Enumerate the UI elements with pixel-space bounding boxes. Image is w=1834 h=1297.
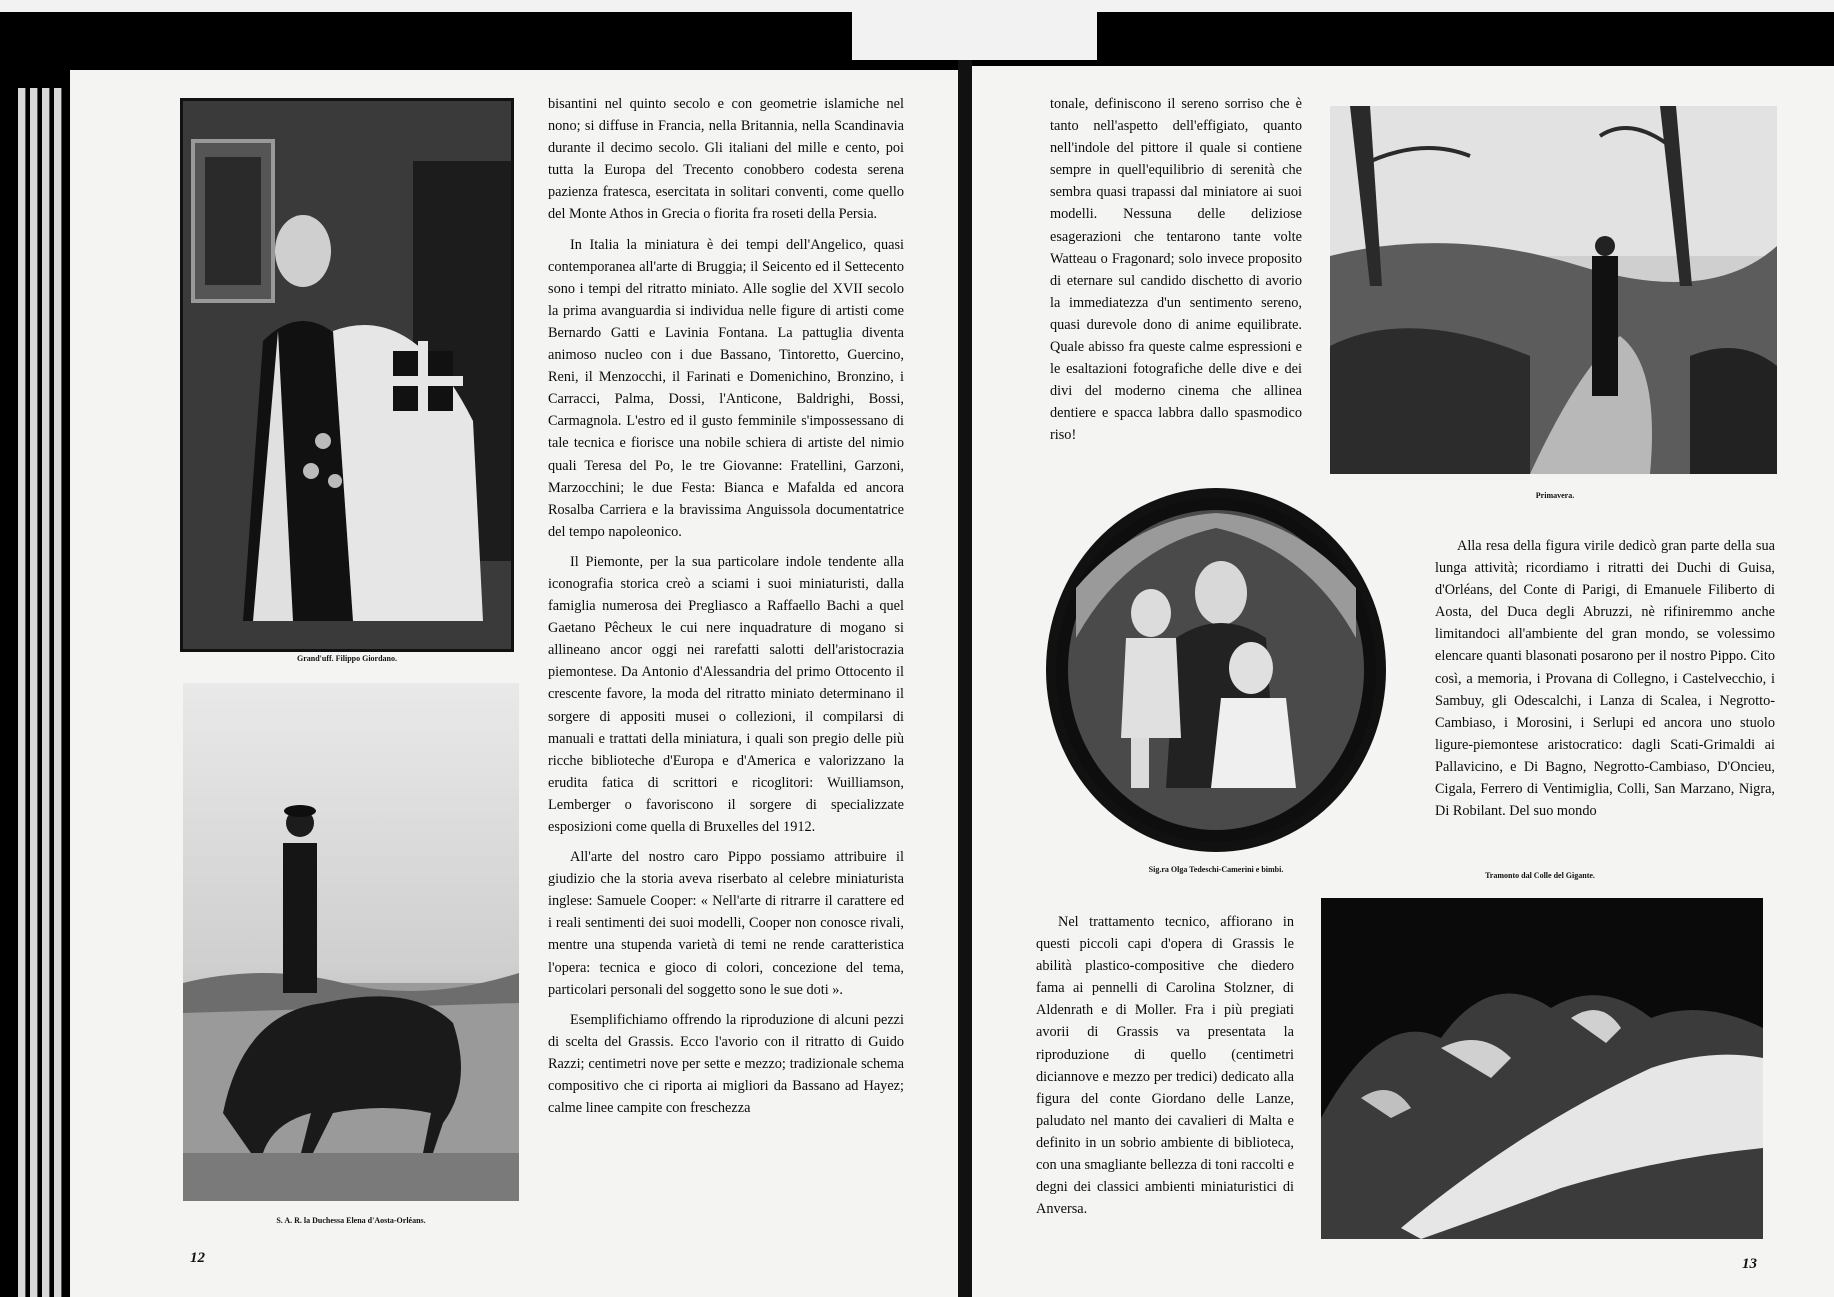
photo-duchess-horse: [183, 683, 519, 1201]
photo-tramonto: [1321, 898, 1763, 1239]
photo-giordano-portrait: [180, 98, 514, 652]
page-edge: [18, 88, 26, 1297]
caption-tramonto: Tramonto dal Colle del Gigante.: [1485, 871, 1595, 880]
page-number-left: 12: [190, 1250, 205, 1266]
caption-duchess: S. A. R. la Duchessa Elena d'Aosta-Orléans.: [276, 1216, 426, 1225]
photo-medallion-tedeschi: [1046, 488, 1386, 852]
right-mid-text-column: [1435, 535, 1775, 830]
paragraph: bisantini nel quinto secolo e con geometrie islamiche nel nono; si diffuse in Francia, nella Britannia, nella Scandinavia durante il decimo secolo. Gli italiani del mille e cento, poi tutta la Europa del Trecento conobbero codesta serena pazienza fratesca, esercitata in solitari conventi, come quello del Monte Athos in Grecia o fiorita fra roseti della Persia.: [548, 96, 904, 223]
photo-primavera: [1330, 106, 1777, 474]
paragraph: Il Piemonte, per la sua particolare indole tendente alla iconografia storica creò a sciami i suoi miniaturisti, dalla famiglia numerosa dei Pregliasco a Raffaello Bachi a quel Gaetano Pêcheux le cui nere inquadrature di mogano si allineano ancor oggi nei rarefatti salotti dell'aristocrazia piemontese. Da Antonio d'Alessandria del primo Ottocento il crescente favore, la moda del ritratto miniato determinano il sorgere di appositi musei o collezioni, il compilarsi di manuali e trattati della miniatura, i quali son pregio delle più ricche biblioteche d'Europa e d'America e valorizzano la erudita fatica di scrittori e ricoglitori: Wuilliamson, Lemberger o favoriscono il sorgere di specializzate esposizioni come quella di Bruxelles del 1912.: [548, 553, 904, 835]
caption-primavera: Primavera.: [1535, 491, 1575, 500]
caption-giordano: Grand'uff. Filippo Giordano.: [296, 654, 398, 663]
paragraph: Nel trattamento tecnico, affiorano in questi piccoli capi d'opera di Grassis le abilità plastico-compositive che diedero fama ai pennelli di Carolina Stolzner, di Aldenrath e di Moller. Fra i più pregiati avorii di Grassis va presentata la riproduzione di quello (centimetri diciannove e mezzo per tredici) dedicato alla figura del conte Giordano delle Lanze, paludato nel manto dei cavalieri di Malta e definito in un sobrio ambiente di biblioteca, con una smagliante bellezza di toni raccolti e degni dei classici ambienti miniaturistici di Anversa.: [1036, 914, 1294, 1218]
scan-tab: [852, 0, 1097, 60]
right-top-text-column: [1050, 93, 1302, 455]
book-spine: [958, 60, 972, 1297]
paragraph: Alla resa della figura virile dedicò gran parte della sua lunga attività; ricordiamo i ritratti dei Duchi di Guisa, d'Orléans, del Conte di Parigi, di Emanuele Filiberto di Aosta, del Duca degli Abruzzi, nè rifiniremmo anche limitandoci all'ambiente del gran mondo, se volessimo elencare quanti blasonati posarono per il nostro Pippo. Cito così, a memoria, i Provana di Collegno, i Castelvecchio, i Sambuy, gli Odescalchi, i Lanza di Scalea, i Negrotto-Cambiaso, i Morosini, i Serlupi ed ancora uno stuolo ligure-piemontese aristocratico: dagli Scati-Grimaldi ai Pallavicino, e Di Bagno, Negrotto-Cambiaso, D'Oncieu, Cigala, Ferrero di Ventimiglia, Colli, San Marzano, Nigra, Di Robilant. Del suo mondo: [1435, 538, 1775, 820]
page-number-right: 13: [1742, 1256, 1757, 1272]
paragraph: All'arte del nostro caro Pippo possiamo attribuire il giudizio che la storia aveva riserbato al celebre miniaturista inglese: Samuele Cooper: « Nell'arte di ritrarre il carattere ed i reali sentimenti dei suoi modelli, Cooper non conosce rivali, mentre una stupenda varietà di temi ne rende caratteristica l'opera: tecnica e gioco di colori, concezione del tema, particolari personali del soggetto sono le sue doti ».: [548, 849, 904, 998]
caption-tedeschi: Sig.ra Olga Tedeschi-Camerini e bimbi.: [1148, 865, 1284, 874]
paragraph: Esemplifichiamo offrendo la riproduzione di alcuni pezzi di scelta del Grassis. Ecco l'avorio con il ritratto di Guido Razzi; centimetri nove per sette e mezzo; tradizionale schema compositivo che ci riporta ai migliori da Bassano ad Hayez; calme linee campite con freschezza: [548, 1011, 904, 1117]
page-edge: [30, 88, 38, 1297]
paragraph: tonale, definiscono il sereno sorriso che è tanto nell'aspetto dell'effigiato, quanto nell'indole del pittore il quale si contiene sempre in quell'equilibrio di serenità che sembra quasi trapassi dal miniatore ai suoi modelli. Nessuna delle deliziose esagerazioni che tentarono tante volte Watteau o Fragonard; solo invece proposito di eternare sul candido dischetto di avorio la immediatezza d'un sentimento sereno, quasi durevole dono di anime equilibrate. Quale abisso fra queste calme espressioni e le esaltazioni fotografiche delle dive e dei divi del moderno cinema che allinea dentiere e spacca labbra dallo spasmodico riso!: [1050, 96, 1302, 444]
paragraph: In Italia la miniatura è dei tempi dell'Angelico, quasi contemporanea all'arte di Bruggia; il Seicento ed il Settecento sono i tempi del ritratto miniato. Alle soglie del XVII secolo la prima avanguardia si individua nelle figure di artisti come Bernardo Gatti e Lavinia Fontana. La pattuglia diventa animoso nucleo con i due Bassano, Tintoretto, Guercino, Reni, il Menzocchi, il Farinati e Domenichino, Bronzino, i Carracci, Palma, Dossi, l'Anticone, Baldrighi, Bossi, Carmagnola. L'estro ed il gusto femminile s'impossessano di tale tecnica e fiorisce una nobile schiera di artiste del nimio quali Teresa del Po, le tre Giovanne: Fratellini, Garzoni, Marzocchini; le due Festa: Bianca e Mafalda ed ancora Rosalba Carriera e la bravissima Anguissola documentatrice del tempo napoleonico.: [548, 236, 904, 540]
right-bottom-text-column: [1036, 911, 1294, 1228]
page-edge: [54, 88, 62, 1297]
left-text-column: [548, 93, 904, 1127]
page-edge: [42, 88, 50, 1297]
